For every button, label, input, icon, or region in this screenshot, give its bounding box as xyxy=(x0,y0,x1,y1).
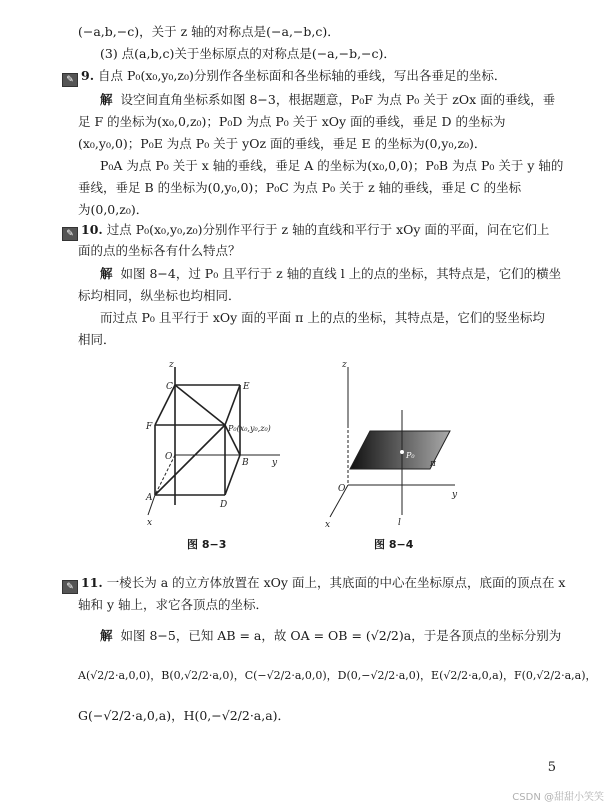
figure-caption: 图 8−4 xyxy=(374,538,414,551)
figure-8-4 xyxy=(320,355,470,530)
text-line: 标均相同，纵坐标也均相同． xyxy=(78,288,241,303)
text-line: 面的点的坐标各有什么特点？ xyxy=(78,243,241,258)
label-F: F xyxy=(146,422,153,432)
label-O: O xyxy=(165,452,173,462)
text-line: G(−√2/2·a,0,a)，H(0,−√2/2·a,a)． xyxy=(78,708,291,723)
problem-text: 自点 P₀(x₀,y₀,z₀)分别作各坐标面和各坐标轴的垂线，写出各垂足的坐标． xyxy=(98,68,507,83)
solution-line xyxy=(100,628,561,644)
label-D: D xyxy=(220,500,228,510)
figure-8-3 xyxy=(140,355,310,530)
label-y: y xyxy=(452,490,458,500)
label-l: l xyxy=(398,518,401,528)
label-P0: P₀ xyxy=(406,451,415,460)
text-line: 垂线，垂足 B 的坐标为(0,y₀,0)；P₀C 为点 P₀ 关于 z 轴的垂线，垂足 C 的坐标 xyxy=(78,180,522,195)
problem-text: 一棱长为 a 的立方体放置在 xOy 面上，其底面的中心在坐标原点，底面的顶点在 x xyxy=(106,575,566,590)
problem-number: 10. xyxy=(81,222,103,237)
label-B: B xyxy=(242,458,249,468)
label-A: A xyxy=(146,493,153,503)
text-line: 相同． xyxy=(78,332,116,347)
solution-label: 解 xyxy=(100,92,113,107)
problem-10 xyxy=(62,222,549,241)
solution-label: 解 xyxy=(100,628,113,643)
figure-caption: 图 8−3 xyxy=(187,538,227,551)
watermark: CSDN @甜甜小笑笑 xyxy=(512,792,604,803)
point-P0 xyxy=(400,450,404,454)
text-line: 轴和 y 轴上，求它各顶点的坐标． xyxy=(78,597,269,612)
solution-line xyxy=(100,266,561,282)
label-C: C xyxy=(166,382,173,392)
solution-label: 解 xyxy=(100,266,113,281)
problem-number: 9. xyxy=(81,68,95,83)
text-line: (3) 点(a,b,c)关于坐标原点的对称点是(−a,−b,−c)． xyxy=(100,46,396,61)
solution-line xyxy=(100,92,555,108)
text-line: 而过点 P₀ 且平行于 xOy 面的平面 π 上的点的坐标，其特点是，它们的竖坐标均 xyxy=(100,310,545,325)
problem-marker-icon: ✎ xyxy=(62,227,78,241)
page-number: 5 xyxy=(547,760,556,775)
label-x: x xyxy=(325,520,331,530)
label-x: x xyxy=(147,518,153,528)
label-E: E xyxy=(243,382,250,392)
problem-9 xyxy=(62,68,506,87)
text-line: (−a,b,−c)，关于 z 轴的对称点是(−a,−b,c)． xyxy=(78,24,340,39)
text-line: A(√2/2·a,0,0)，B(0,√2/2·a,0)，C(−√2/2·a,0,0)，D(0,−√2/2·a,0)，E(√2/2·a,0,a)，F(0,√2/2·a,a)， xyxy=(78,669,597,682)
problem-11 xyxy=(62,575,565,594)
label-z: z xyxy=(342,360,347,370)
solution-text: 如图 8−4，过 P₀ 且平行于 z 轴的直线 l 上的点的坐标，其特点是，它们的横坐 xyxy=(120,266,562,281)
label-O: O xyxy=(338,484,346,494)
text-line: 为(0,0,z₀)． xyxy=(78,202,149,217)
text-line: P₀A 为点 P₀ 关于 x 轴的垂线，垂足 A 的坐标为(x₀,0,0)；P₀B 为点 P₀ 关于 y 轴的 xyxy=(100,158,564,173)
solution-text: 如图 8−5，已知 AB = a，故 OA = OB = (√2/2)a，于是各顶点的坐标分别为 xyxy=(120,628,562,643)
label-pi: π xyxy=(430,459,436,469)
problem-marker-icon: ✎ xyxy=(62,580,78,594)
text-line: 足 F 的坐标为(x₀,0,z₀)；P₀D 为点 P₀ 关于 xOy 面的垂线，垂足 D 的坐标为 xyxy=(78,114,506,129)
solution-text: 设空间直角坐标系如图 8−3，根据题意，P₀F 为点 P₀ 关于 zOx 面的垂线，垂 xyxy=(120,92,556,107)
problem-marker-icon: ✎ xyxy=(62,73,78,87)
problem-number: 11. xyxy=(81,575,103,590)
text-line: (x₀,y₀,0)；P₀E 为点 P₀ 关于 yOz 面的垂线，垂足 E 的坐标为(0,y₀,z₀)． xyxy=(78,136,487,151)
label-z: z xyxy=(169,360,174,370)
label-P0: P₀(x₀,y₀,z₀) xyxy=(228,424,271,433)
label-y: y xyxy=(272,458,278,468)
problem-text: 过点 P₀(x₀,y₀,z₀)分别作平行于 z 轴的直线和平行于 xOy 面的平面，问在它们上 xyxy=(106,222,550,237)
